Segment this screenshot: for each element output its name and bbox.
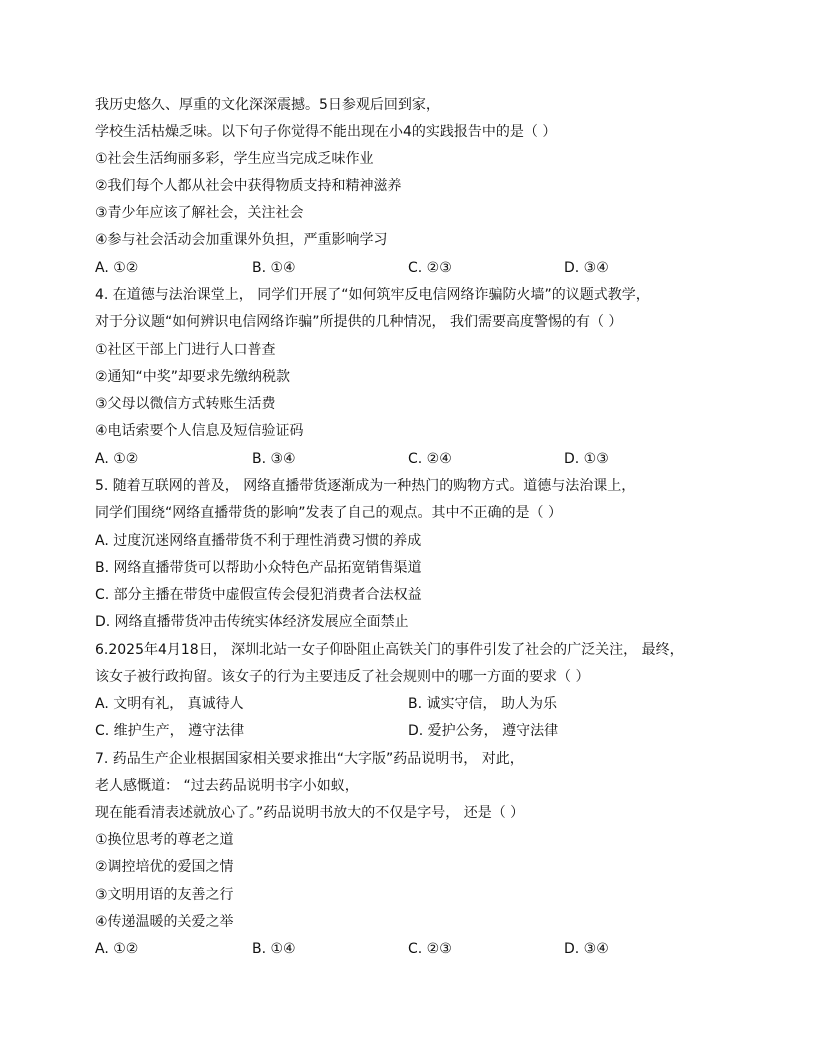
q4-item-2: ②通知“中奖”却要求先缴纳税款 (95, 369, 291, 385)
q7-stem-line-3: 现在能看清表述就放心了。”药品说明书放大的不仅是字号， 还是（ ） (95, 805, 525, 821)
q7-item-2: ②调控培优的爱国之情 (95, 859, 234, 875)
q7-option-c: C. ②③ (408, 941, 452, 957)
q6-stem-line-1: 6.2025年4月18日， 深圳北站一女子仰卧阻止高铁关门的事件引发了社会的广泛关注， 最终， (95, 642, 684, 658)
q4-option-d: D. ①③ (564, 451, 609, 467)
q4-stem-line-1: 4. 在道德与法治课堂上， 同学们开展了“如何筑牢反电信网络诈骗防火墙”的议题式教学， (95, 287, 650, 303)
q6-option-a: A. 文明有礼， 真诚待人 (95, 696, 244, 712)
q5-option-c: C. 部分主播在带货中虚假宣传会侵犯消费者合法权益 (95, 587, 422, 603)
q3-item-1: ①社会生活绚丽多彩，学生应当完成乏味作业 (95, 151, 374, 167)
q5-option-d: D. 网络直播带货冲击传统实体经济发展应全面禁止 (95, 614, 409, 630)
q6-stem-line-2: 该女子被行政拘留。该女子的行为主要违反了社会规则中的哪一方面的要求（ ） (95, 669, 590, 685)
q7-option-d: D. ③④ (564, 941, 609, 957)
q7-option-a: A. ①② (95, 941, 139, 957)
q7-item-1: ①换位思考的尊老之道 (95, 832, 234, 848)
q3-option-d: D. ③④ (564, 260, 609, 276)
q6-option-c: C. 维护生产， 遵守法律 (95, 723, 245, 739)
q5-stem-line-2: 同学们围绕“网络直播带货的影响”发表了自己的观点。其中不正确的是（ ） (95, 505, 562, 521)
q7-stem-line-1: 7. 药品生产企业根据国家相关要求推出“大字版”药品说明书， 对此， (95, 751, 524, 767)
q4-item-4: ④电话索要个人信息及短信验证码 (95, 423, 304, 439)
q3-item-4: ④参与社会活动会加重课外负担，严重影响学习 (95, 232, 388, 248)
q4-item-1: ①社区干部上门进行人口普查 (95, 342, 276, 358)
q3-stem: 学校生活枯燥乏味。以下句子你觉得不能出现在小4的实践报告中的是（ ） (95, 124, 557, 140)
q7-option-b: B. ①④ (252, 941, 296, 957)
q3-item-3: ③青少年应该了解社会，关注社会 (95, 205, 304, 221)
q3-option-b: B. ①④ (252, 260, 296, 276)
q6-option-b: B. 诚实守信， 助人为乐 (408, 696, 557, 712)
q7-stem-line-2: 老人感慨道： “过去药品说明书字小如蚁， (95, 778, 359, 794)
q4-item-3: ③父母以微信方式转账生活费 (95, 396, 276, 412)
q7-item-3: ③文明用语的友善之行 (95, 887, 234, 903)
q5-option-a: A. 过度沉迷网络直播带货不利于理性消费习惯的养成 (95, 533, 422, 549)
q4-option-c: C. ②④ (408, 451, 452, 467)
q4-option-a: A. ①② (95, 451, 139, 467)
q4-option-b: B. ③④ (252, 451, 296, 467)
q6-option-d: D. 爱护公务， 遵守法律 (408, 723, 559, 739)
q5-stem-line-1: 5. 随着互联网的普及， 网络直播带货逐渐成为一种热门的购物方式。道德与法治课上， (95, 478, 636, 494)
q5-option-b: B. 网络直播带货可以帮助小众特色产品拓宽销售渠道 (95, 560, 422, 576)
q7-item-4: ④传递温暖的关爱之举 (95, 914, 234, 930)
q4-stem-line-2: 对于分议题“如何辨识电信网络诈骗”所提供的几种情况， 我们需要高度警惕的有（ ） (95, 314, 623, 330)
q3-option-a: A. ①② (95, 260, 139, 276)
q3-context-line: 我历史悠久、厚重的文化深深震撼。5日参观后回到家， (95, 97, 440, 113)
q3-option-c: C. ②③ (408, 260, 452, 276)
q3-item-2: ②我们每个人都从社会中获得物质支持和精神滋养 (95, 178, 402, 194)
